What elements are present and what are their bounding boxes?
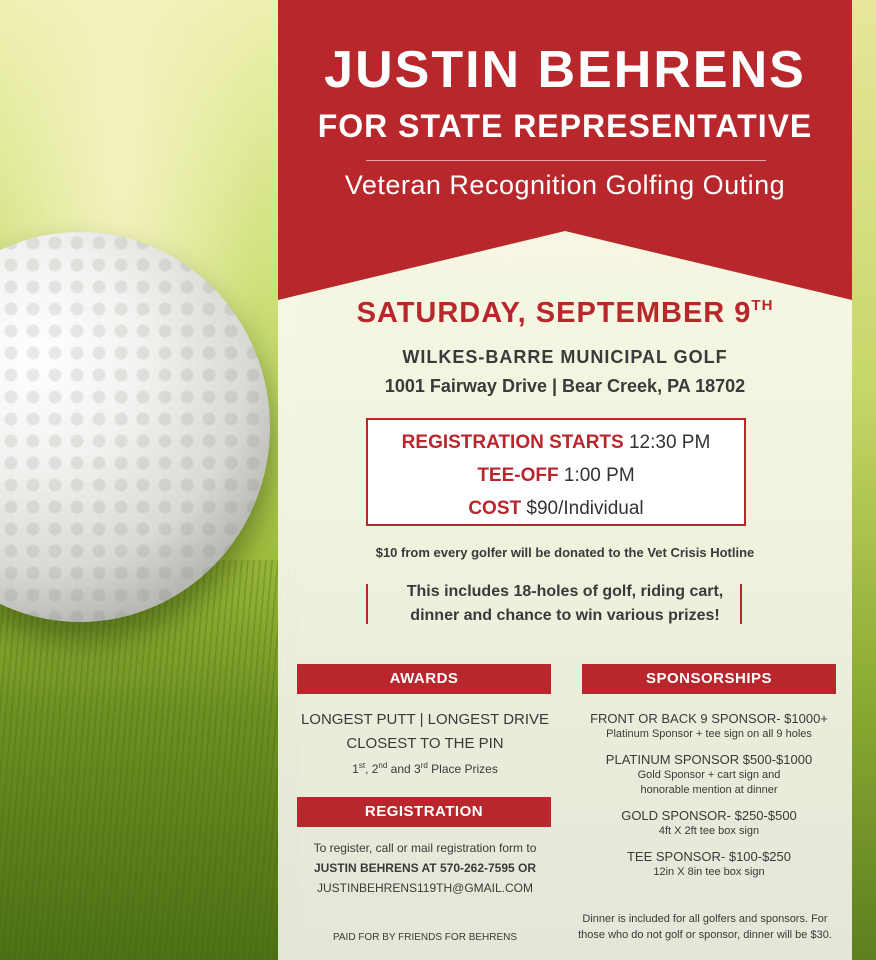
background-edge	[850, 0, 876, 960]
registration-time-label: REGISTRATION STARTS	[401, 432, 624, 453]
dinner-note-line-2: those who do not golf or sponsor, dinner will be $30.	[578, 929, 832, 941]
donation-note: $10 from every golfer will be donated to the Vet Crisis Hotline	[375, 545, 755, 560]
prize-3: and 3	[387, 762, 421, 776]
sponsor-tier-desc: Gold Sponsor + cart sign and	[637, 769, 781, 781]
includes-line-1: This includes 18-holes of golf, riding cart,	[406, 583, 724, 600]
event-date-suffix: TH	[751, 297, 774, 314]
sponsor-tier-2	[572, 752, 846, 798]
cost-label: COST	[468, 498, 522, 519]
sponsor-tier-desc: 12in X 8in tee box sign	[653, 866, 765, 878]
sponsor-tier-title: FRONT OR BACK 9 SPONSOR- $1000+	[590, 711, 828, 726]
registration-line-1: To register, call or mail registration form to	[313, 841, 537, 855]
sponsor-tier-desc: 4ft X 2ft tee box sign	[658, 825, 760, 837]
cost-row	[368, 492, 744, 525]
prize-2-sup: nd	[378, 761, 388, 770]
candidate-name: JUSTIN BEHRENS	[324, 41, 806, 99]
venue-address: 1001 Fairway Drive | Bear Creek, PA 18702	[384, 376, 746, 396]
awards-list	[290, 708, 560, 779]
registration-contact: JUSTIN BEHRENS AT 570-262-7595 OR	[313, 861, 537, 875]
awards-line-2: CLOSEST TO THE PIN	[346, 735, 504, 752]
sponsor-tier-3	[572, 808, 846, 839]
sponsor-tier-desc-2: honorable mention at dinner	[640, 784, 778, 796]
grass-photo	[0, 560, 300, 960]
prize-1: 1	[352, 762, 359, 776]
dinner-note-line-1: Dinner is included for all golfers and sponsors. For	[582, 913, 828, 925]
sponsor-tier-title: TEE SPONSOR- $100-$250	[626, 849, 792, 864]
sponsor-tier-title: GOLD SPONSOR- $250-$500	[621, 808, 797, 823]
prize-1-sup: st	[358, 761, 366, 770]
dinner-note	[560, 911, 850, 943]
prize-tail: Place Prizes	[427, 762, 498, 776]
registration-time-value: 12:30 PM	[628, 432, 711, 453]
registration-time-row	[368, 426, 744, 459]
prize-2: , 2	[365, 762, 379, 776]
awards-line-1: LONGEST PUTT | LONGEST DRIVE	[300, 711, 550, 728]
header-divider	[366, 160, 766, 161]
awards-header: AWARDS	[297, 664, 551, 694]
event-date-main: SATURDAY, SEPTEMBER 9	[356, 297, 752, 329]
registration-header: REGISTRATION	[297, 797, 551, 827]
teeoff-value: 1:00 PM	[563, 465, 635, 486]
includes-line-2: dinner and chance to win various prizes!	[410, 607, 720, 624]
registration-email: JUSTINBEHRENS119TH@GMAIL.COM	[317, 881, 533, 895]
sponsor-tier-title: PLATINUM SPONSOR $500-$1000	[605, 752, 813, 767]
registration-info	[290, 838, 560, 898]
venue-name: WILKES-BARRE MUNICIPAL GOLF	[402, 347, 728, 367]
event-title: Veteran Recognition Golfing Outing	[344, 170, 786, 200]
sponsor-tier-1	[572, 711, 846, 742]
prize-3-sup: rd	[420, 761, 428, 770]
sponsor-tier-4	[572, 849, 846, 880]
teeoff-label: TEE-OFF	[477, 465, 559, 486]
office-title: FOR STATE REPRESENTATIVE	[317, 108, 813, 144]
sponsor-tier-desc: Platinum Sponsor + tee sign on all 9 holes	[606, 728, 812, 740]
event-info-box	[366, 418, 746, 526]
paid-for-disclaimer: PAID FOR BY FRIENDS FOR BEHRENS	[332, 932, 518, 943]
teeoff-row	[368, 459, 744, 492]
cost-value: $90/Individual	[526, 498, 644, 519]
sponsorships-header: SPONSORSHIPS	[582, 664, 836, 694]
event-date	[278, 297, 852, 330]
includes-text	[278, 580, 852, 628]
awards-prizes	[290, 756, 560, 779]
